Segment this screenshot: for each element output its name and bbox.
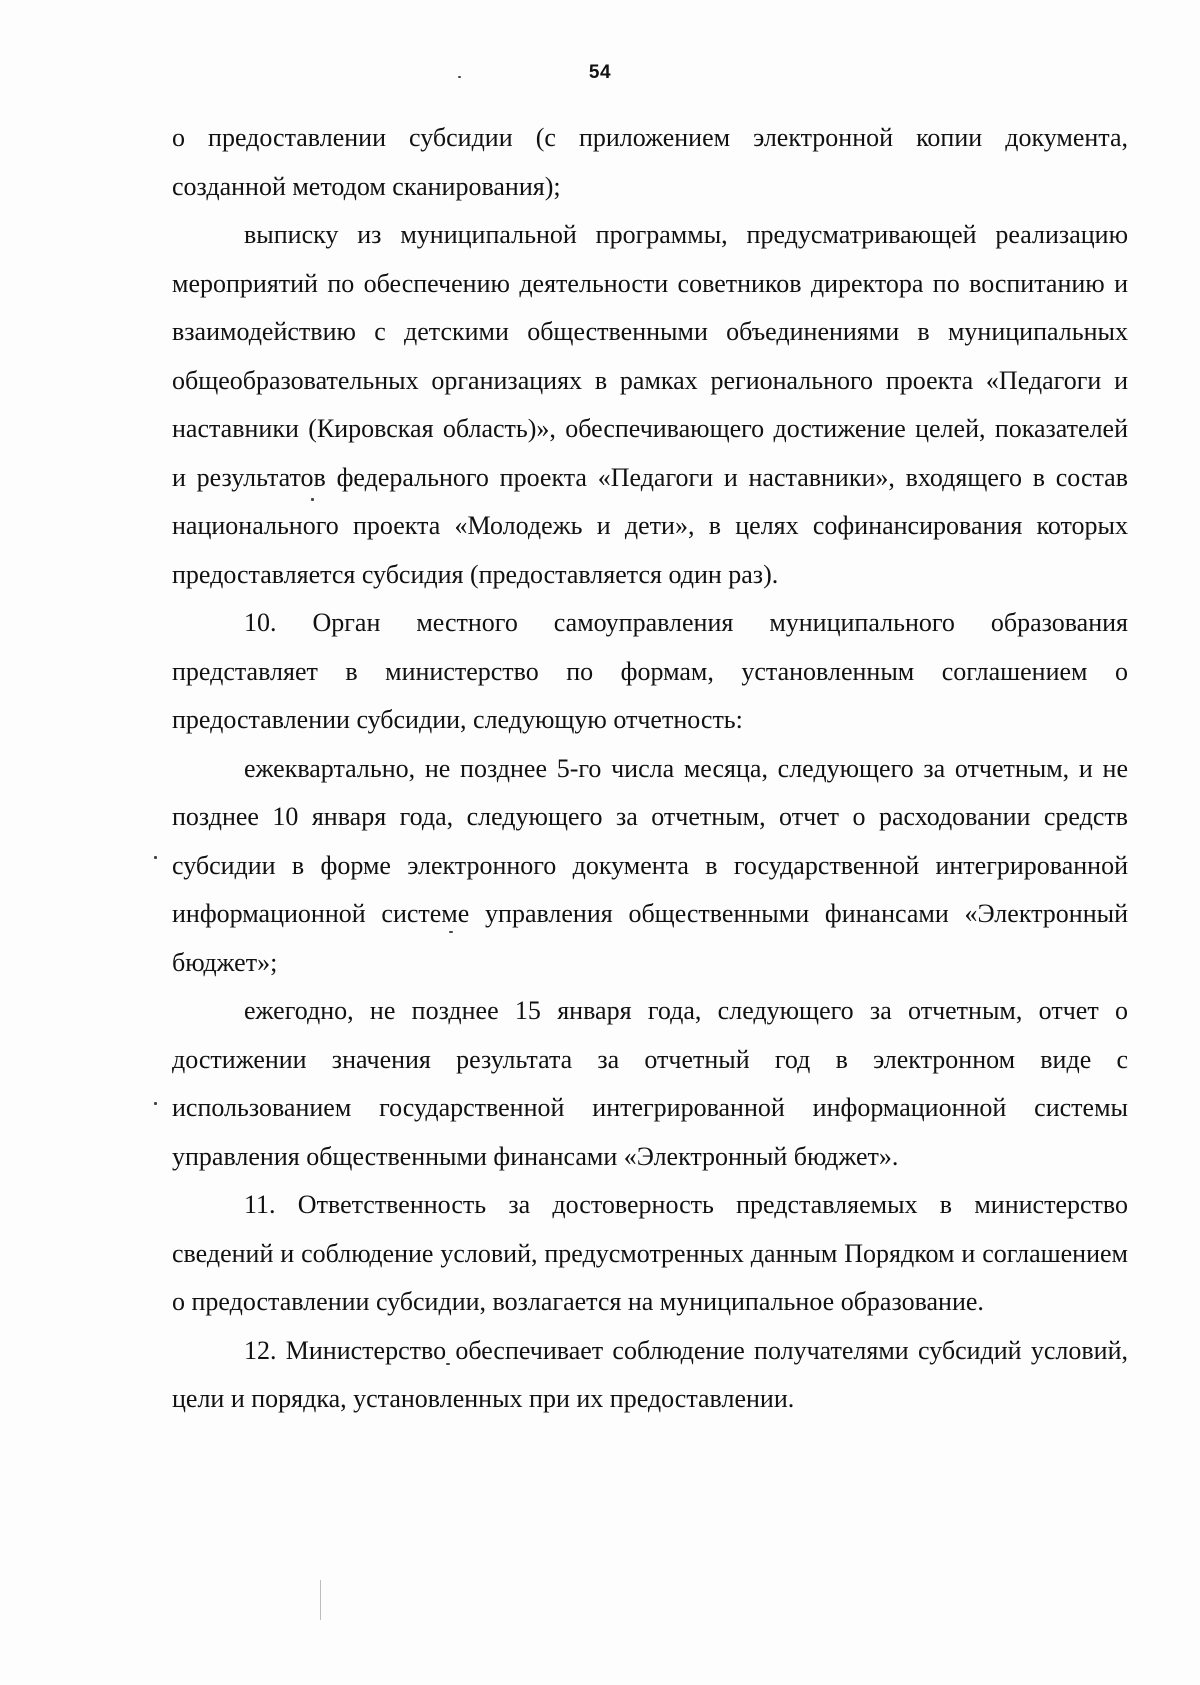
document-body bbox=[172, 114, 1128, 1424]
scan-artifact-line bbox=[320, 1580, 321, 1620]
paragraph-annual-report: ежегодно, не позднее 15 января года, следующего за отчетным, отчет о достижении значения результата за отчетный год в электронном виде с использованием государственной интегрированной информационной системы управления общественными финансами «Электронный бюджет». bbox=[172, 996, 1128, 1171]
scan-artifact-dot bbox=[154, 856, 157, 859]
paragraph-item-10: 10. Орган местного самоуправления муниципального образования представляет в министерство по формам, установленным соглашением о предоставлении субсидии, следующую отчетность: bbox=[172, 608, 1128, 734]
paragraph-item-11: 11. Ответственность за достоверность представляемых в министерство сведений и соблюдение условий, предусмотренных данным Порядком и соглашением о предоставлении субсидии, возлагается на муниципальное образование. bbox=[172, 1190, 1128, 1316]
paragraph-item-12: 12. Министерство обеспечивает соблюдение получателями субсидий условий, цели и порядка, установленных при их предоставлении. bbox=[172, 1335, 1128, 1413]
scan-artifact-dot bbox=[154, 1102, 157, 1105]
page-number: 54 bbox=[588, 62, 612, 83]
paragraph-submission-continuation: о предоставлении субсидии (с приложением электронной копии документа, созданной методом сканирования); bbox=[172, 123, 1128, 201]
paragraph-quarterly-report: ежеквартально, не позднее 5-го числа месяца, следующего за отчетным, и не позднее 10 января года, следующего за отчетным, отчет о расходовании средств субсидии в форме электронного документа в государственной интегрированной информационной системе управления общественными финансами «Электронный бюджет»; bbox=[172, 753, 1128, 977]
paragraph-program-extract: выписку из муниципальной программы, предусматривающей реализацию мероприятий по обеспечению деятельности советников директора по воспитанию и взаимодействию с детскими общественными объединениями в муниципальных общеобразовательных организациях в рамках регионального проекта «Педагоги и наставники (Кировская область)», обеспечивающего достижение целей, показателей и результатов федерального проекта «Педагоги и наставники», входящего в состав национального проекта «Молодежь и дети», в целях софинансирования которых предоставляется субсидия (предоставляется один раз). bbox=[172, 220, 1128, 589]
